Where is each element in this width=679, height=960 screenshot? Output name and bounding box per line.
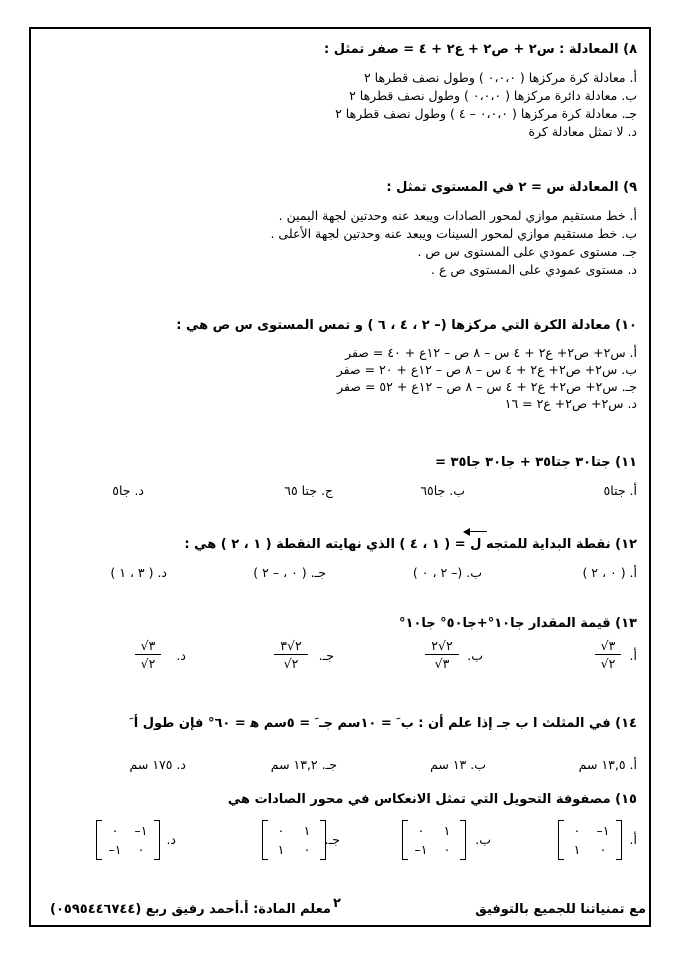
- q12-option-b: ب. (– ٢ ، ٠ ): [412, 565, 482, 580]
- denominator: √٣: [434, 656, 450, 671]
- matrix-cell: ٠: [443, 842, 451, 857]
- matrix-cell: ١–: [108, 842, 122, 857]
- q13-option-a-label: أ.: [629, 648, 637, 663]
- numerator: ٢√٢: [431, 638, 453, 653]
- q10-option-b: ب. س٢+ ص٢+ ع٢ + ٤ س – ٨ ص – ١٢ع + ٢٠ = صفر: [336, 362, 637, 377]
- q13-option-c-label: جـ.: [318, 648, 334, 663]
- q12-option-c: جـ. ( ٠ ، – ٢ ): [253, 565, 326, 580]
- q15-option-b-label: ب.: [475, 832, 491, 847]
- matrix-cell: ٠: [277, 823, 285, 838]
- q9-option-b: ب. خط مستقيم موازي لمحور السينات ويبعد عنه وحدتين لجهة الأعلى .: [270, 226, 637, 241]
- matrix-cell: ١–: [414, 842, 428, 857]
- q12-option-a: أ. ( ٠ ، ٢ ): [582, 565, 637, 580]
- matrix-cell: ١: [277, 842, 285, 857]
- matrix-cell: ١: [443, 823, 451, 838]
- denominator: √٢: [283, 656, 299, 671]
- q11-option-d: د. جا٥: [112, 483, 144, 498]
- matrix-cell: ١–: [596, 823, 610, 838]
- q8-option-b: ب. معادلة دائرة مركزها ( ٠،٠،٠ ) وطول نصف قطرها ٢: [349, 88, 637, 103]
- q9-option-a: أ. خط مستقيم موازي لمحور الصادات ويبعد عنه وحدتين لجهة اليمين .: [278, 208, 637, 223]
- q10-option-a: أ. س٢+ ص٢+ ع٢ + ٤ س – ٨ ص – ١٢ع + ٤٠ = صفر: [345, 345, 637, 360]
- q14-option-a: أ. ١٣,٥ سم: [578, 757, 637, 772]
- matrix-cell: ٠: [303, 842, 311, 857]
- denominator: √٢: [600, 656, 616, 671]
- q13-option-c-fraction: [274, 638, 308, 671]
- matrix-cell: ٠: [573, 823, 581, 838]
- q12-title: ١٢) نقطة البداية للمتجه ل = ( ١ ، ٤ ) الذي نهايته النقطة ( ١ ، ٢ ) هي :: [184, 537, 637, 552]
- q11-title: ١١) جتا٣٠ جتا٣٥ + جا٣٠ جا٣٥ =: [435, 455, 637, 470]
- q13-option-b-fraction: [425, 638, 459, 671]
- right-bracket: [154, 820, 160, 860]
- q9-title: ٩) المعادلة س = ٢ في المستوى تمثل :: [386, 180, 637, 195]
- q9-option-d: د. مستوى عمودي على المستوى ص ع .: [431, 262, 637, 277]
- q9-option-c: جـ. مستوى عمودي على المستوى س ص .: [417, 244, 637, 259]
- matrix-cell: ٠: [417, 823, 425, 838]
- q15-title: ١٥) مصفوفة التحويل التي تمثل الانعكاس في محور الصادات هي: [227, 792, 637, 807]
- footer-wish: مع تمنياتنا للجميع بالتوفيق: [475, 902, 646, 917]
- right-bracket: [320, 820, 326, 860]
- vector-arrow-icon: [465, 531, 487, 532]
- numerator: ٢√٣: [280, 638, 302, 653]
- q13-option-d-label: د.: [176, 648, 186, 663]
- fraction-bar: [135, 654, 161, 655]
- q13-title: ١٣) قيمة المقدار جا١٠°+جا٥٠° جا١٠°: [399, 616, 637, 631]
- q14-title: ١٤) في المثلث ا ب جـ إذا علم أن : ب َ = ١٠سم جـ َ = ٥سم ﻫ = ٦٠° فإن طول أ َ: [129, 716, 637, 731]
- q10-option-c: جـ. س٢+ ص٢+ ع٢ + ٤ س – ٨ ص – ١٢ع + ٥٢ = صفر: [337, 379, 637, 394]
- matrix-cell: ٠: [111, 823, 119, 838]
- q15-option-d-label: د.: [166, 832, 176, 847]
- footer-teacher: معلم المادة: أ.أحمد رفيق ربع (٠٥٩٥٤٤٦٧٤٤): [50, 902, 331, 917]
- right-bracket: [460, 820, 466, 860]
- q15-option-c-label: جـ.: [324, 832, 340, 847]
- q11-option-b: ب. جا٦٥: [420, 483, 465, 498]
- fraction-bar: [595, 654, 621, 655]
- matrix-cell: ١: [573, 842, 581, 857]
- q14-option-b: ب. ١٣ سم: [430, 757, 486, 772]
- q15-option-a-label: أ.: [629, 832, 637, 847]
- q15-option-d-matrix: [96, 820, 160, 860]
- q13-option-b-label: ب.: [467, 648, 483, 663]
- q14-option-c: جـ. ١٣,٢ سم: [270, 757, 337, 772]
- q12-option-d: د. ( ٣ ، ١ ): [110, 565, 167, 580]
- q11-option-a: أ. جتا٥: [603, 483, 637, 498]
- q8-title: ٨) المعادلة : س٢ + ص٢ + ع٢ + ٤ = صفر تمثل :: [324, 42, 637, 57]
- matrix-cell: ٠: [137, 842, 145, 857]
- q13-option-a-fraction: [595, 638, 621, 671]
- q8-option-d: د. لا تمثل معادلة كرة: [528, 124, 637, 139]
- q11-option-c: ج. جتا ٦٥: [284, 483, 333, 498]
- matrix-cell: ١: [303, 823, 311, 838]
- q15-option-a-matrix: [558, 820, 622, 860]
- fraction-bar: [274, 654, 308, 655]
- q10-option-d: د. س٢+ ص٢+ ع٢ = ١٦: [504, 396, 637, 411]
- matrix-cell: ١–: [134, 823, 148, 838]
- fraction-bar: [425, 654, 459, 655]
- q15-option-c-matrix: [262, 820, 326, 860]
- numerator: √٣: [600, 638, 616, 653]
- q13-option-d-fraction: [135, 638, 161, 671]
- denominator: √٢: [140, 656, 156, 671]
- q8-option-a: أ. معادلة كرة مركزها ( ٠،٠،٠ ) وطول نصف قطرها ٢: [363, 70, 637, 85]
- q10-title: ١٠) معادلة الكرة التي مركزها (– ٢ ، ٤ ، ٦ ) و تمس المستوى س ص هي :: [176, 318, 637, 333]
- right-bracket: [616, 820, 622, 860]
- numerator: √٣: [140, 638, 156, 653]
- q8-option-c: جـ. معادلة كرة مركزها ( ٠،٠،٠ – ٤ ) وطول نصف قطرها ٢: [335, 106, 637, 121]
- page-number: ٢: [333, 896, 341, 911]
- q15-option-b-matrix: [402, 820, 466, 860]
- q14-option-d: د. ١٧٥ سم: [129, 757, 186, 772]
- matrix-cell: ٠: [599, 842, 607, 857]
